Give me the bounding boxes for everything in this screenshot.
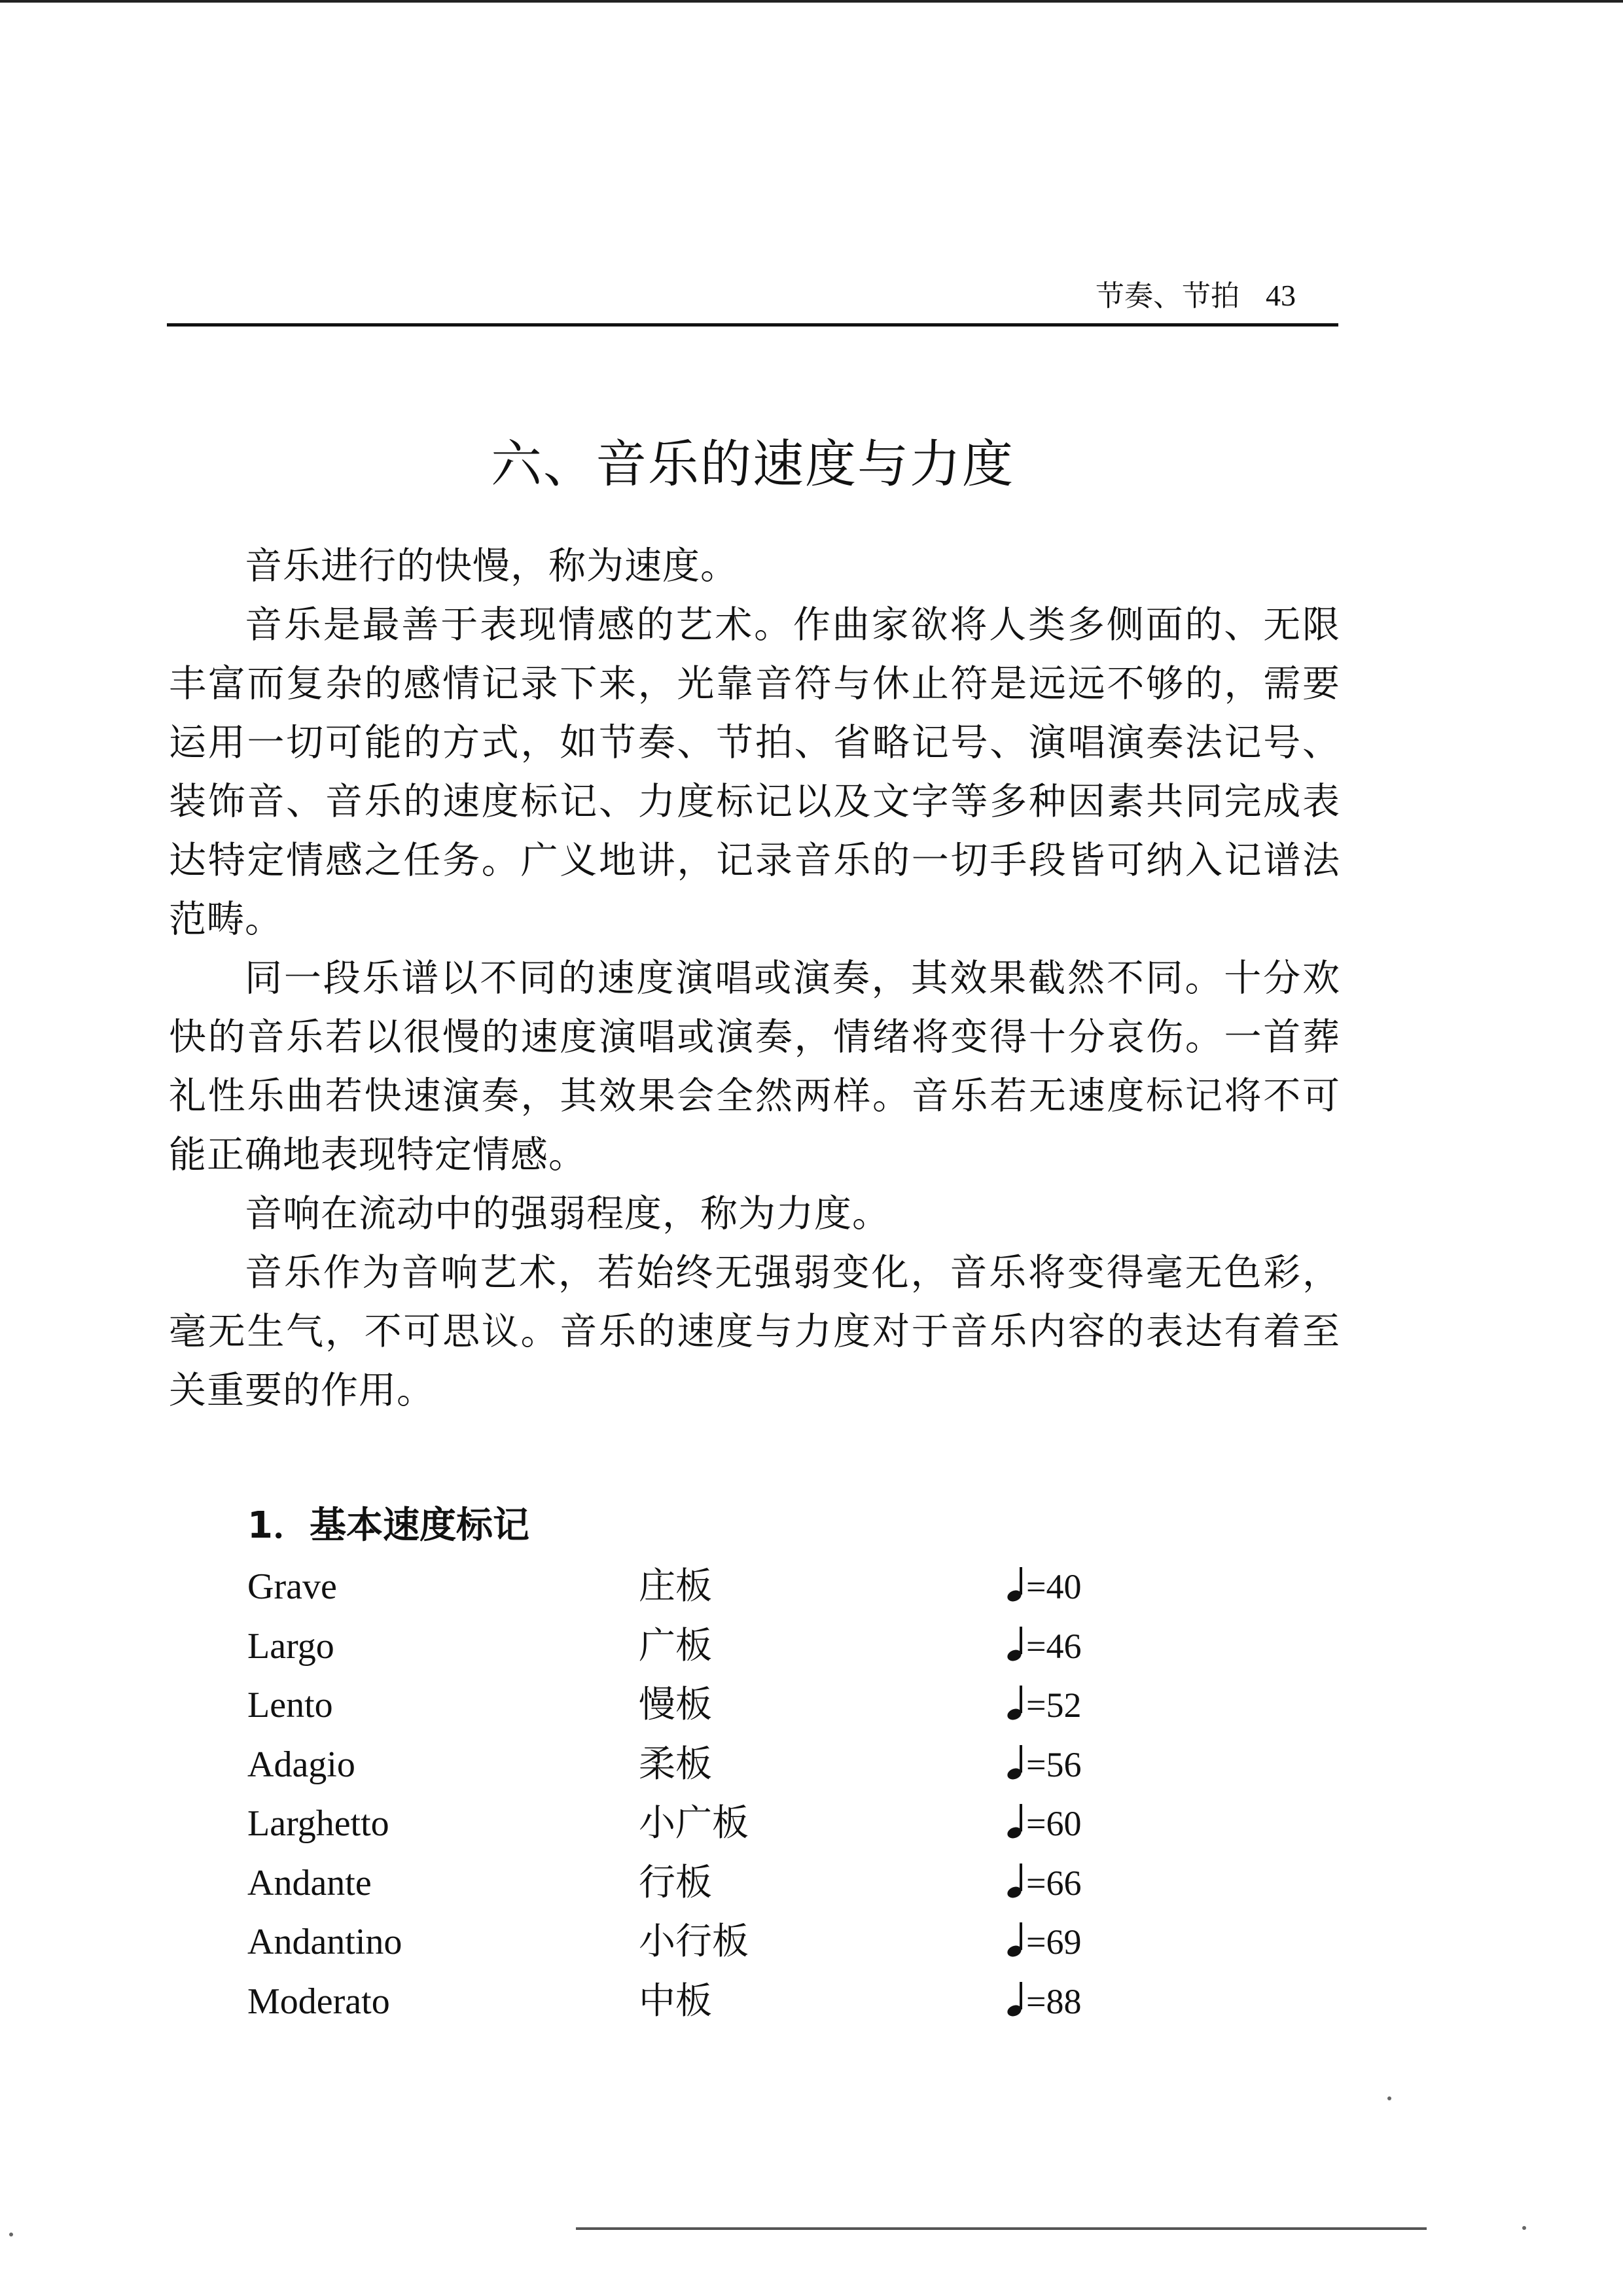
tempo-term: Andantino: [247, 1922, 402, 1962]
metronome-value: =40: [1026, 1567, 1082, 1606]
metronome-value: =56: [1026, 1744, 1082, 1784]
section-title: 六、音乐的速度与力度: [490, 435, 1014, 494]
paragraph-tempo-effect: 同一段乐谱以不同的速度演唱或演奏，其效果截然不同。十分欢快的音乐若以很慢的速度演唱或演奏，情绪将变得十分哀伤。一首葬礼性乐曲若快速演奏，其效果会全然两样。音乐若无速度标记将不可能正确地表现特定情感。: [169, 957, 1340, 1176]
metronome-value: =69: [1026, 1922, 1082, 1962]
metronome-value: =88: [1026, 1981, 1082, 2021]
tempo-chinese-name: 小广板: [639, 1802, 749, 1845]
header-divider: [167, 323, 1338, 327]
quarter-note-icon: [1005, 1803, 1025, 1839]
tempo-term: Adagio: [247, 1744, 355, 1785]
paragraph-dynamics-definition: 音响在流动中的强弱程度，称为力度。: [245, 1192, 890, 1235]
tempo-chinese-name: 行板: [639, 1861, 712, 1904]
scan-speck: [1387, 2096, 1391, 2100]
running-header: [1021, 276, 1296, 316]
paragraph-speed-definition: 音乐进行的快慢，称为速度。: [245, 544, 738, 588]
quarter-note-icon: [1005, 1921, 1025, 1958]
tempo-row: [247, 1557, 1164, 1617]
quarter-note-icon: [1005, 1744, 1025, 1780]
metronome-value: =46: [1026, 1626, 1082, 1666]
tempo-term: Largo: [247, 1625, 334, 1667]
tempo-marking-table: [247, 1557, 1164, 2031]
tempo-row: [247, 1735, 1164, 1795]
tempo-row: [247, 1794, 1164, 1854]
tempo-chinese-name: 广板: [639, 1624, 712, 1667]
tempo-row: [247, 1676, 1164, 1735]
scan-top-edge: [0, 0, 1623, 3]
body-text: [169, 537, 1340, 1420]
scan-speck: [1522, 2226, 1526, 2230]
tempo-chinese-name: 庄板: [639, 1565, 712, 1608]
tempo-chinese-name: 柔板: [639, 1742, 712, 1786]
tempo-chinese-name: 小行板: [639, 1920, 749, 1963]
metronome-value: =60: [1026, 1804, 1082, 1843]
tempo-chinese-name: 慢板: [639, 1684, 712, 1726]
quarter-note-icon: [1005, 1684, 1025, 1721]
metronome-value: =66: [1026, 1863, 1082, 1903]
page-number: 43: [1266, 279, 1296, 312]
metronome-marking: [1005, 1617, 1081, 1676]
scan-bottom-line: [576, 2227, 1427, 2230]
metronome-marking: [1005, 1794, 1081, 1853]
quarter-note-icon: [1005, 1566, 1025, 1602]
tempo-term: Larghetto: [247, 1803, 389, 1844]
running-header-title: 节奏、节拍: [1096, 279, 1240, 313]
metronome-marking: [1005, 1854, 1081, 1913]
tempo-term: Moderato: [247, 1981, 390, 2022]
tempo-term: Grave: [247, 1566, 337, 1607]
paragraph-notation-means: 音乐是最善于表现情感的艺术。作曲家欲将人类多侧面的、无限丰富而复杂的感情记录下来，光靠音符与休止符是远远不够的，需要运用一切可能的方式，如节奏、节拍、省略记号、演唱演奏法记号、装饰音、音乐的速度标记、力度标记以及文字等多种因素共同完成表达特定情感之任务。广义地讲，记录音乐的一切手段皆可纳入记谱法范畴。: [169, 603, 1340, 941]
subsection-title: 1．基本速度标记: [247, 1504, 529, 1547]
metronome-marking: [1005, 1557, 1081, 1616]
metronome-marking: [1005, 1735, 1081, 1794]
paragraph-dynamics-importance: 音乐作为音响艺术，若始终无强弱变化，音乐将变得毫无色彩，毫无生气，不可思议。音乐的速度与力度对于音乐内容的表达有着至关重要的作用。: [169, 1251, 1340, 1412]
tempo-term: Lento: [247, 1685, 333, 1725]
tempo-chinese-name: 中板: [639, 1979, 712, 2022]
metronome-marking: [1005, 1972, 1081, 2031]
tempo-row: [247, 1854, 1164, 1913]
metronome-value: =52: [1026, 1686, 1082, 1725]
scan-speck: [9, 2233, 13, 2236]
quarter-note-icon: [1005, 1625, 1025, 1662]
tempo-row: [247, 1972, 1164, 2032]
metronome-marking: [1005, 1676, 1081, 1735]
quarter-note-icon: [1005, 1862, 1025, 1899]
quarter-note-icon: [1005, 1981, 1025, 2017]
metronome-marking: [1005, 1913, 1081, 1971]
tempo-term: Andante: [247, 1862, 372, 1903]
tempo-row: [247, 1913, 1164, 1972]
tempo-row: [247, 1617, 1164, 1676]
